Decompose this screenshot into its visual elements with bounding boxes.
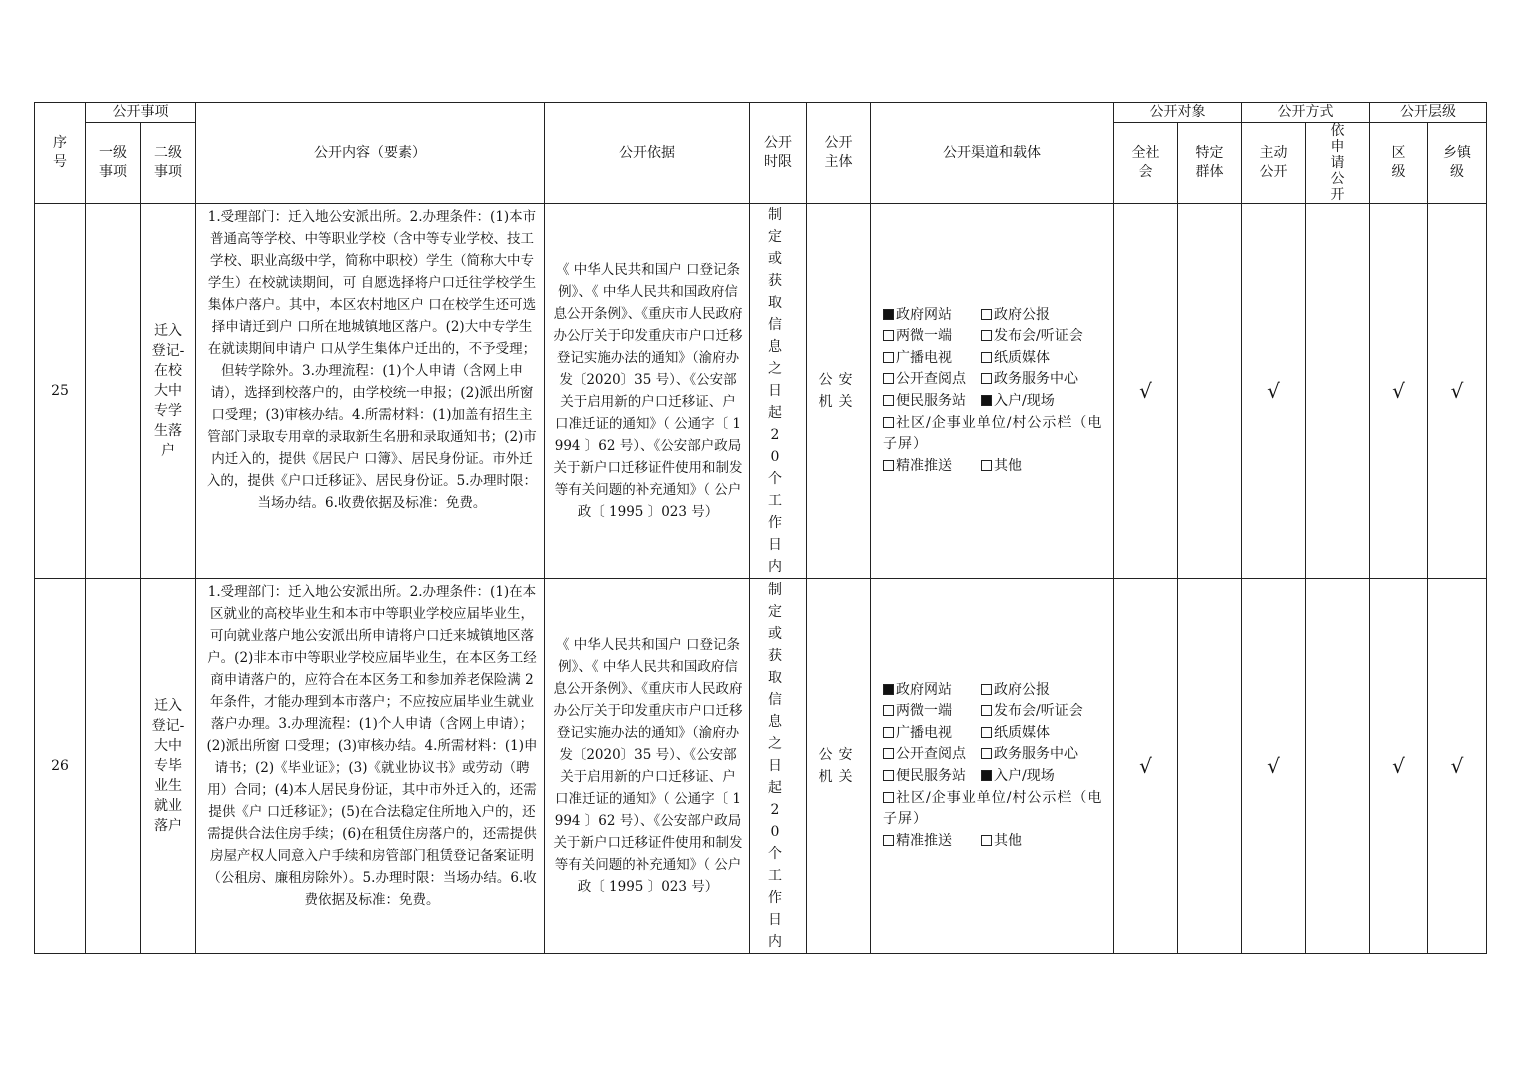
- channel-label: 便民服务站: [896, 393, 966, 409]
- header-method-request: 依申请公开: [1306, 123, 1370, 204]
- header-channels: 公开渠道和载体: [871, 103, 1114, 204]
- channel-option: [981, 831, 1022, 853]
- row-method-request: [1306, 579, 1370, 954]
- row-time-limit: 制定或获取信息之日起20个工作日内: [750, 579, 807, 954]
- checkbox-unchecked-icon: [883, 352, 894, 363]
- channel-label: 政府网站: [896, 681, 952, 698]
- row-level1: [86, 579, 141, 954]
- checkbox-unchecked-icon: [981, 748, 992, 759]
- checkbox-unchecked-icon: [981, 330, 992, 341]
- channel-option: [981, 326, 1083, 348]
- row-channels: [871, 579, 1114, 954]
- header-level1: 一级事项: [86, 123, 141, 204]
- row-audience-all: √: [1114, 579, 1178, 954]
- checkbox-unchecked-icon: [883, 835, 894, 846]
- row-level-district: √: [1370, 204, 1428, 579]
- header-subject: 公开主体: [807, 103, 871, 204]
- row-content: 1.受理部门：迁入地公安派出所。2.办理条件：(1)本市普通高等学校、中等职业学校（含中等专业学校、技工学校、职业高级中学，简称中职校）学生（简称大中专学生）在校就读期间，可 自愿选择将户口迁往学校学生集体户落户。其中，本区农村地区户 口在校学生还可选择申请迁到户 口所在地城镇地区落户。(2)大中专学生在就读期间申请户 口从学生集体户迁出的，不予受理；但转学除外。3.办理流程：(1)个人申请（含网上申请），选择到校落户的，由学校统一申报；(2)派出所窗 口受理；(3)审核办结。4.所需材料：(1)加盖有招生主管部门录取专用章的录取新生名册和录取通知书；(2)市内迁入的，提供《居民户 口簿》、居民身份证。市外迁入的，提供《户口迁移证》、居民身份证。5.办理时限：当场办结。6.收费依据及标准：免费。: [196, 204, 545, 579]
- channel-label: 两微一端: [896, 328, 952, 345]
- row-subject: 公安机关: [807, 579, 871, 954]
- channel-option: [883, 680, 981, 702]
- row-level-district: √: [1370, 579, 1428, 954]
- channel-label: 纸质媒体: [994, 724, 1050, 741]
- checkbox-unchecked-icon: [981, 352, 992, 363]
- header-level-group: 公开层级: [1370, 103, 1487, 123]
- channel-option: [981, 766, 1055, 788]
- checkbox-unchecked-icon: [981, 460, 992, 471]
- row-seq: 26: [35, 579, 86, 954]
- row-subject: 公安机关: [807, 204, 871, 579]
- row-basis: 《 中华人民共和国户 口登记条例》、《 中华人民共和国政府信息公开条例》、《重庆市人民政府办公厅关于印发重庆市户口迁移登记实施办法的通知》（渝府办发〔2020〕35 号）、《公安部关于启用新的户口迁移证、户 口准迁证的通知》（ 公通字〔 1994 〕62 号）、《公安部户政局关于新户口迁移证件使用和制发等有关问题的补充通知》（ 公户政〔 1995 〕023 号）: [545, 579, 750, 954]
- channel-label: 入户/现场: [994, 768, 1055, 784]
- checkbox-unchecked-icon: [981, 309, 992, 320]
- checkbox-unchecked-icon: [981, 835, 992, 846]
- row-audience-specific: [1178, 204, 1242, 579]
- header-content: 公开内容（要素）: [196, 103, 545, 204]
- channel-label: 政府公报: [994, 306, 1050, 323]
- channel-label: 社区/企事业单位/村公示栏（电子屏）: [883, 414, 1103, 453]
- channel-label: 政府公报: [994, 681, 1050, 698]
- checkbox-checked-icon: [981, 770, 992, 781]
- channel-option: [883, 391, 981, 413]
- table-header: [35, 103, 1487, 204]
- channel-option: [883, 305, 981, 327]
- checkbox-unchecked-icon: [883, 770, 894, 781]
- row-level1: [86, 204, 141, 579]
- header-level-district: 区级: [1370, 123, 1428, 204]
- row-level-town: √: [1428, 579, 1487, 954]
- channel-label: 公开查阅点: [896, 746, 966, 763]
- table-row: [35, 204, 1487, 579]
- row-level2: 迁入登记-在校大中专学生落户: [141, 204, 196, 579]
- checkbox-unchecked-icon: [981, 705, 992, 716]
- channel-label: 政务服务中心: [994, 371, 1078, 388]
- channel-label: 精准推送: [896, 832, 952, 849]
- channel-label: 发布会/听证会: [994, 703, 1083, 720]
- row-method-active: √: [1242, 579, 1306, 954]
- checkbox-unchecked-icon: [883, 748, 894, 759]
- row-time-limit: 制定或获取信息之日起20个工作日内: [750, 204, 807, 579]
- channel-label: 入户/现场: [994, 393, 1055, 409]
- checkbox-unchecked-icon: [981, 373, 992, 384]
- channel-label: 其他: [994, 832, 1022, 849]
- channel-option: [981, 723, 1050, 745]
- channel-option: [883, 326, 981, 348]
- channel-option: [981, 305, 1050, 327]
- row-seq: 25: [35, 204, 86, 579]
- checkbox-unchecked-icon: [981, 684, 992, 695]
- channel-option: [883, 456, 981, 478]
- header-audience-specific: 特定群体: [1178, 123, 1242, 204]
- channel-option: [981, 348, 1050, 370]
- header-method-group: 公开方式: [1242, 103, 1370, 123]
- checkbox-checked-icon: [883, 684, 894, 695]
- row-content: 1.受理部门：迁入地公安派出所。2.办理条件：(1)在本区就业的高校毕业生和本市中等职业学校应届毕业生，可向就业落户地公安派出所申请将户口迁来城镇地区落户。(2)非本市中等职业学校应届毕业生，在本区务工经商申请落户的，应符合在本区务工和参加养老保险满 2 年条件，才能办理到本市落户；不应按应届毕业生就业落户办理。3.办理流程：(1)个人申请（含网上申请）；(2)派出所窗 口受理；(3)审核办结。4.所需材料：(1)申请书；(2)《毕业证》；(3)《就业协议书》或劳动（聘用）合同；(4)本人居民身份证，其中市外迁入的，还需提供《户 口迁移证》；(5)在合法稳定住所地入户的，还需提供合法住房手续；(6)在租赁住房落户的，还需提供房屋产权人同意入户手续和房管部门租赁登记备案证明（公租房、廉租房除外）。5.办理时限：当场办结。6.收费依据及标准：免费。: [196, 579, 545, 954]
- row-channels: [871, 204, 1114, 579]
- row-audience-all: √: [1114, 204, 1178, 579]
- channel-label: 纸质媒体: [994, 349, 1050, 366]
- channel-label: 其他: [994, 457, 1022, 474]
- table-row: [35, 579, 1487, 954]
- channel-label: 两微一端: [896, 703, 952, 720]
- channel-option: [883, 701, 981, 723]
- channel-option: [981, 456, 1022, 478]
- channel-option: [981, 744, 1078, 766]
- checkbox-unchecked-icon: [883, 417, 894, 428]
- channel-option: [883, 788, 1105, 831]
- channel-option: [883, 413, 1105, 456]
- header-method-active: 主动公开: [1242, 123, 1306, 204]
- channel-option: [981, 701, 1083, 723]
- header-audience-all: 全社会: [1114, 123, 1178, 204]
- row-level-town: √: [1428, 204, 1487, 579]
- disclosure-table: [34, 102, 1487, 954]
- checkbox-unchecked-icon: [883, 330, 894, 341]
- channel-label: 发布会/听证会: [994, 328, 1083, 345]
- checkbox-checked-icon: [883, 309, 894, 320]
- checkbox-unchecked-icon: [883, 705, 894, 716]
- channel-label: 便民服务站: [896, 768, 966, 784]
- channel-option: [883, 766, 981, 788]
- header-level-town: 乡镇级: [1428, 123, 1487, 204]
- checkbox-checked-icon: [981, 395, 992, 406]
- channel-label: 公开查阅点: [896, 371, 966, 388]
- checkbox-unchecked-icon: [883, 373, 894, 384]
- header-seq: 序号: [35, 103, 86, 204]
- channel-option: [883, 369, 981, 391]
- row-audience-specific: [1178, 579, 1242, 954]
- channel-option: [981, 369, 1078, 391]
- header-items-group: 公开事项: [86, 103, 196, 123]
- header-audience-group: 公开对象: [1114, 103, 1242, 123]
- channel-option: [883, 348, 981, 370]
- channel-label: 广播电视: [896, 349, 952, 366]
- channel-option: [981, 391, 1055, 413]
- header-basis: 公开依据: [545, 103, 750, 204]
- checkbox-unchecked-icon: [883, 460, 894, 471]
- channel-label: 精准推送: [896, 457, 952, 474]
- header-level2: 二级事项: [141, 123, 196, 204]
- channel-option: [883, 744, 981, 766]
- checkbox-unchecked-icon: [883, 792, 894, 803]
- channel-option: [883, 831, 981, 853]
- checkbox-unchecked-icon: [981, 727, 992, 738]
- channel-option: [981, 680, 1050, 702]
- channel-label: 政务服务中心: [994, 746, 1078, 763]
- row-level2: 迁入登记-大中专毕业生就业落户: [141, 579, 196, 954]
- channel-label: 政府网站: [896, 306, 952, 323]
- checkbox-unchecked-icon: [883, 727, 894, 738]
- channel-option: [883, 723, 981, 745]
- header-time-limit: 公开时限: [750, 103, 807, 204]
- row-method-request: [1306, 204, 1370, 579]
- channel-label: 广播电视: [896, 724, 952, 741]
- row-method-active: √: [1242, 204, 1306, 579]
- checkbox-unchecked-icon: [883, 395, 894, 406]
- channel-label: 社区/企事业单位/村公示栏（电子屏）: [883, 789, 1103, 828]
- row-basis: 《 中华人民共和国户 口登记条例》、《 中华人民共和国政府信息公开条例》、《重庆市人民政府办公厅关于印发重庆市户口迁移登记实施办法的通知》（渝府办发〔2020〕35 号）、《公安部关于启用新的户口迁移证、户 口准迁证的通知》（ 公通字〔 1994 〕62 号）、《公安部户政局关于新户口迁移证件使用和制发等有关问题的补充通知》（ 公户政〔 1995 〕023 号）: [545, 204, 750, 579]
